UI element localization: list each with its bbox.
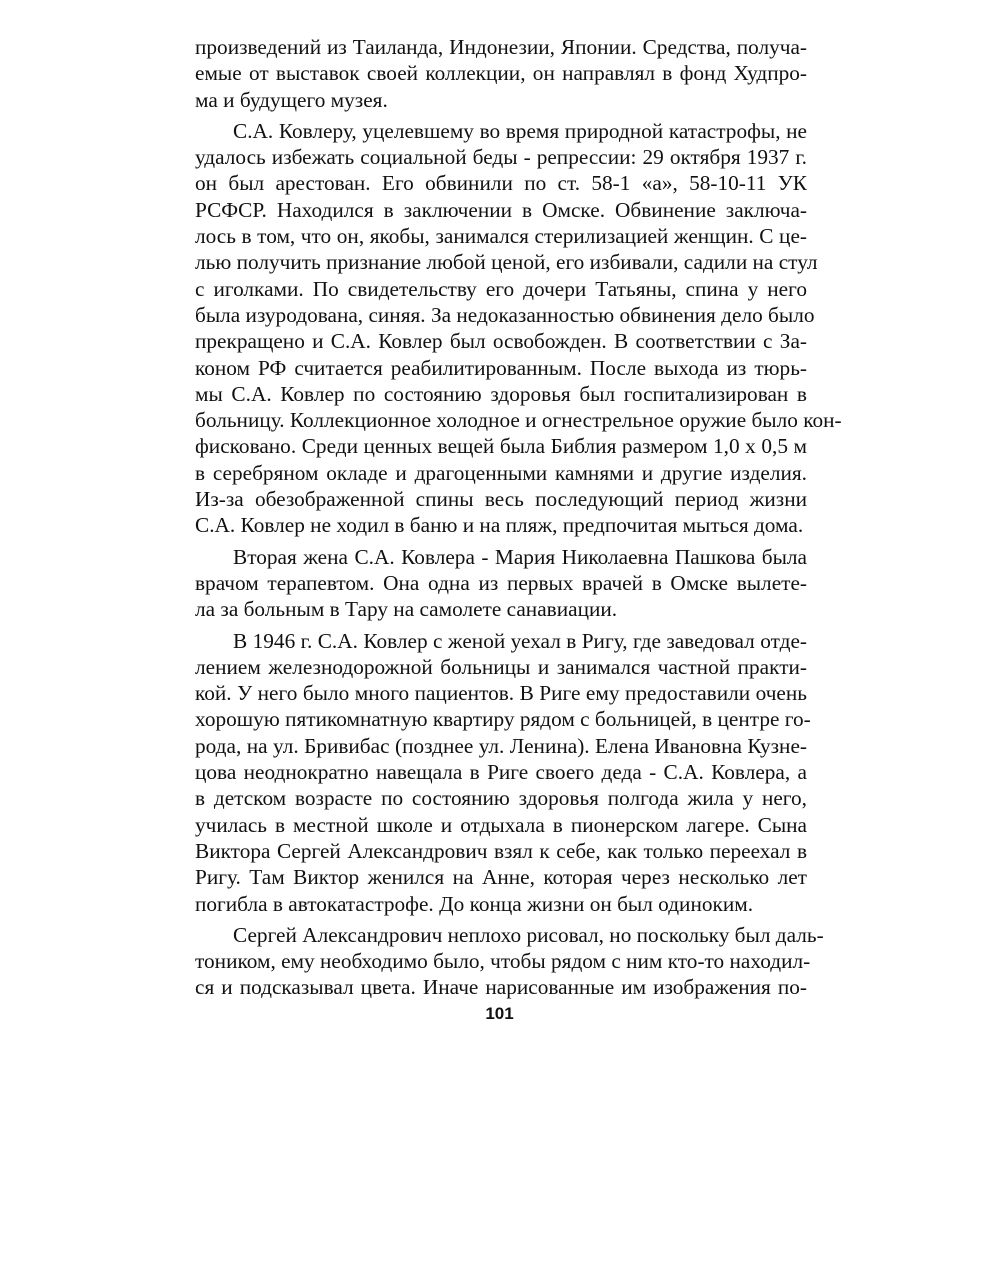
text-line: лось в том, что он, якобы, занимался стерилизацией женщин. С це- [195,224,807,249]
text-line: коном РФ считается реабилитированным. После выхода из тюрь- [195,355,807,380]
paragraph-3 [195,544,807,623]
text-line: В 1946 г. С.А. Ковлер с женой уехал в Ригу, где заведовал отде- [233,628,807,653]
text-line: лью получить признание любой ценой, его избивали, садили на стул [195,250,818,275]
text-line: С.А. Ковлер не ходил в баню и на пляж, предпочитая мыться дома. [195,513,804,538]
text-line: врачом терапевтом. Она одна из первых врачей в Омске вылете- [195,570,807,595]
text-line: Из-за обезображенной спины весь последующий период жизни [195,487,807,512]
text-line: ма и будущего музея. [195,87,388,112]
text-line: хорошую пятикомнатную квартиру рядом с больницей, в центре го- [195,707,811,732]
text-line: С.А. Ковлеру, уцелевшему во время природной катастрофы, не [233,118,807,143]
text-line: больницу. Коллекционное холодное и огнестрельное оружие было кон- [195,408,842,433]
paragraph-4 [195,628,811,917]
text-line: тоником, ему необходимо было, чтобы рядом с ним кто-то находил- [195,949,811,974]
body-text [195,34,842,1001]
text-line: мы С.А. Ковлер по состоянию здоровья был госпитализирован в [195,381,807,406]
text-line: ся и подсказывал цвета. Иначе нарисованные им изображения по- [195,975,807,1000]
text-line: с иголками. По свидетельству его дочери Татьяны, спина у него [195,276,807,301]
text-line: прекращено и С.А. Ковлер был освобожден. В соответствии с За- [195,329,807,354]
text-line: была изуродована, синяя. За недоказанностью обвинения дело было [195,302,815,327]
text-line: удалось избежать социальной беды - репрессии: 29 октября 1937 г. [195,145,807,170]
text-line: училась в местной школе и отдыхала в пионерском лагере. Сына [195,812,807,837]
text-line: кой. У него было много пациентов. В Риге ему предоставили очень [195,681,807,706]
text-line: Виктора Сергей Александрович взял к себе, как только переехал в [195,838,807,863]
text-line: цова неоднократно навещала в Риге своего деда - С.А. Ковлера, а [195,760,807,785]
text-line: произведений из Таиланда, Индонезии, Японии. Средства, получа- [195,35,807,59]
text-line: Сергей Александрович неплохо рисовал, но поскольку был даль- [233,922,824,947]
text-line: он был арестован. Его обвинили по ст. 58-1 «а», 58-10-11 УК [195,171,807,196]
text-line: в детском возрасте по состоянию здоровья полгода жила у него, [195,786,807,811]
text-line: в серебряном окладе и драгоценными камнями и другие изделия. [195,460,807,485]
text-line: ла за больным в Тару на самолете санавиации. [195,597,618,622]
text-line: рода, на ул. Бривибас (позднее ул. Ленина). Елена Ивановна Кузне- [195,733,807,758]
paragraph-1 [195,34,807,113]
text-line: погибла в автокатастрофе. До конца жизни он был одиноким. [195,891,754,916]
text-line: Вторая жена С.А. Ковлера - Мария Николаевна Пашкова была [233,544,807,569]
text-line: лением железнодорожной больницы и занимался частной практи- [195,654,807,679]
text-line: Ригу. Там Виктор женился на Анне, которая через несколько лет [195,865,807,890]
paragraph-5 [195,922,824,1001]
paragraph-2 [195,118,842,539]
page-number: 101 [485,1004,514,1023]
text-line: емые от выставок своей коллекции, он направлял в фонд Худпро- [195,61,807,86]
text-line: фисковано. Среди ценных вещей была Библия размером 1,0 х 0,5 м [195,434,807,459]
text-line: РСФСР. Находился в заключении в Омске. Обвинение заключа- [195,197,807,222]
